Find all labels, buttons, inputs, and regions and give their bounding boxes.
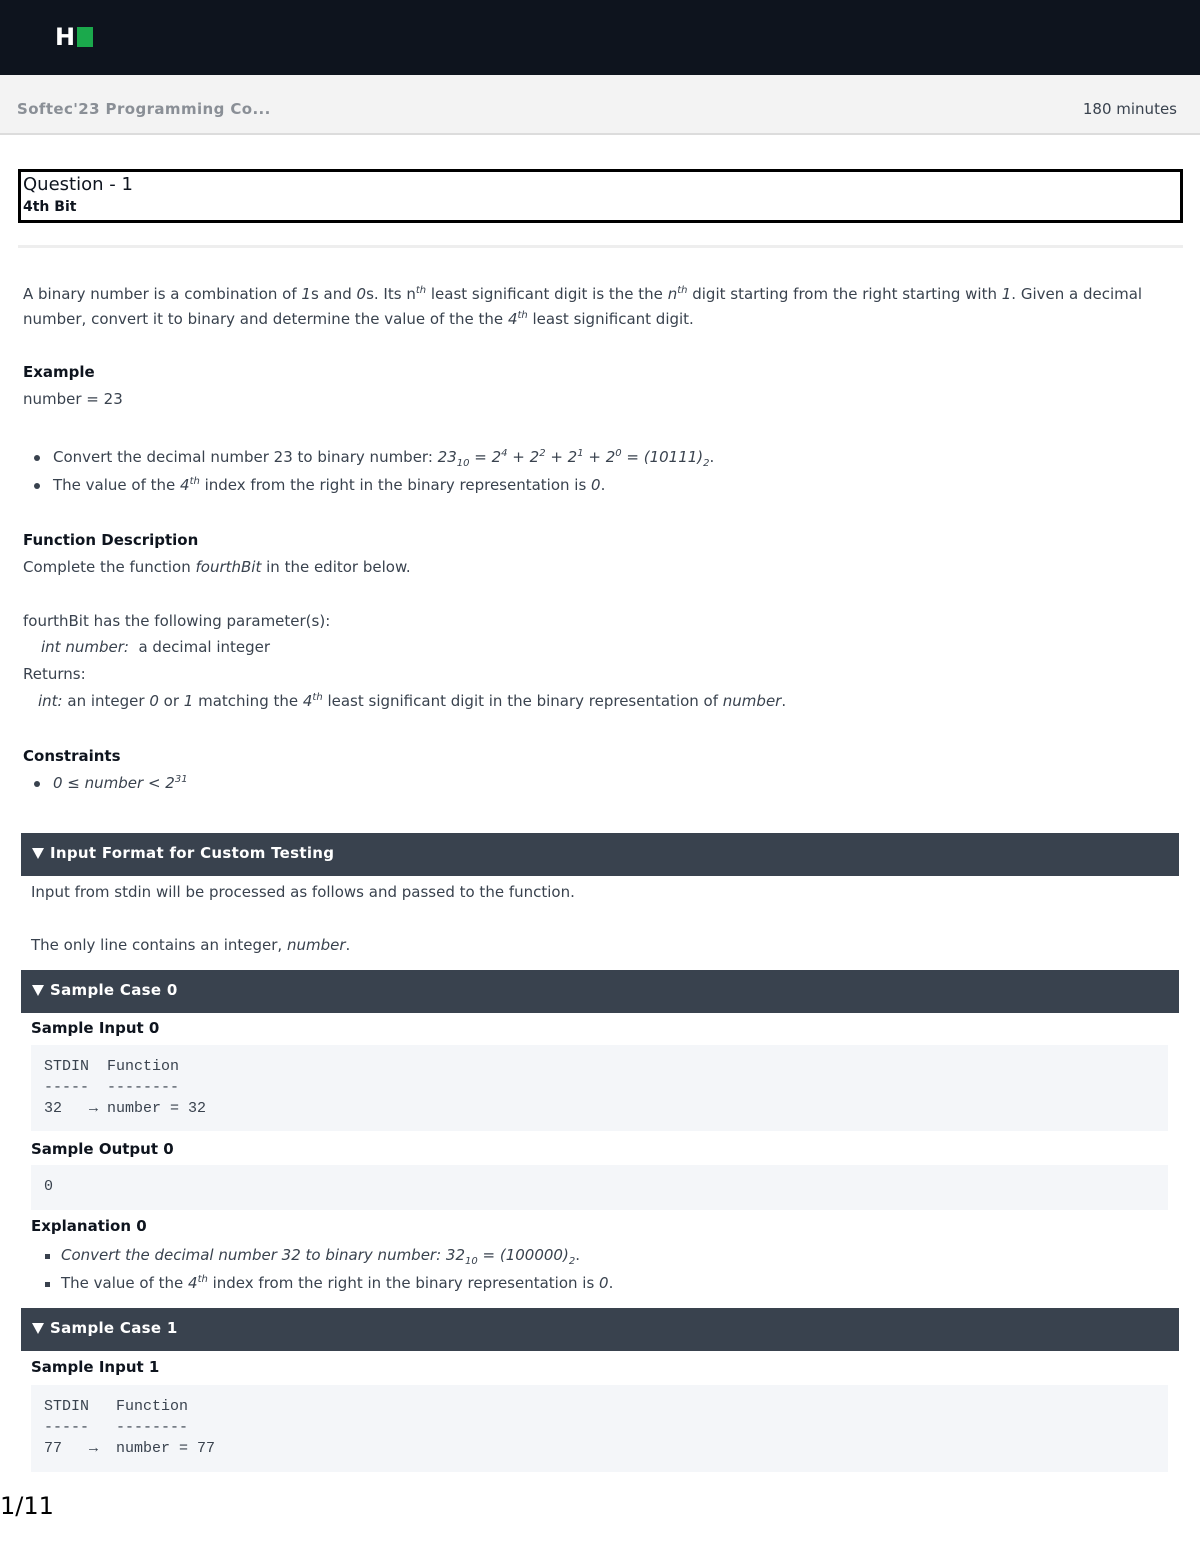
parameters-intro: fourthBit has the following parameter(s): bbox=[23, 612, 331, 630]
code-line: 77 → number = 77 bbox=[44, 1440, 216, 1457]
hackerrank-logo[interactable] bbox=[55, 23, 93, 51]
constraints-heading: Constraints bbox=[23, 747, 121, 765]
example-input: number = 23 bbox=[23, 390, 123, 408]
logo-letter: H bbox=[55, 23, 76, 51]
contest-header bbox=[0, 75, 1200, 135]
list-item: The value of the 4th index from the right in the binary representation is 0. bbox=[31, 1269, 613, 1297]
intro-line-1: A binary number is a combination of 1s and 0s. Its $n^{th}$ least significant digit is the the $n^{th}$ digit starting from the right starting with 1. Given a decimal bbox=[23, 285, 1143, 303]
sample-output-label: Sample Output 0 bbox=[31, 1140, 174, 1158]
returns-description: int: an integer 0 or 1 matching the 4th least significant digit in the binary representation of number. bbox=[38, 692, 787, 710]
code-line: ----- -------- bbox=[44, 1419, 189, 1436]
list-item: Convert the decimal number 32 to binary number: $32_{10} = (100000)_2$. bbox=[31, 1241, 613, 1269]
sample-input-code bbox=[31, 1045, 1168, 1131]
code-line: ----- -------- bbox=[44, 1079, 180, 1096]
constraints-list bbox=[23, 769, 188, 797]
input-format-text: Input from stdin will be processed as follows and passed to the function. bbox=[31, 883, 575, 901]
question-title: Question - 1 bbox=[23, 174, 133, 195]
example-list bbox=[23, 443, 714, 499]
example-heading: Example bbox=[23, 363, 95, 381]
input-format-line: The only line contains an integer, number. bbox=[31, 936, 351, 954]
question-header bbox=[18, 169, 1183, 223]
triangle-down-icon bbox=[32, 985, 44, 996]
function-description-heading: Function Description bbox=[23, 531, 199, 549]
question-subtitle: 4th Bit bbox=[23, 199, 77, 215]
parameter-item: int number: a decimal integer bbox=[41, 638, 271, 656]
sample-case-0-toggle[interactable] bbox=[21, 970, 1179, 1013]
explanation-list bbox=[31, 1241, 613, 1297]
sample-input-label: Sample Input 1 bbox=[31, 1358, 160, 1376]
sample-input-code bbox=[31, 1385, 1168, 1472]
section-title: Sample Case 0 bbox=[50, 981, 178, 999]
list-item: Convert the decimal number 23 to binary number: $23_{10} = 2^4 + 2^2 + 2^1 + 2^0 = (10111)_2$. bbox=[23, 443, 714, 471]
logo-green-square bbox=[77, 27, 93, 47]
sample-case-1-toggle[interactable] bbox=[21, 1308, 1179, 1351]
triangle-down-icon bbox=[32, 848, 44, 859]
code-line: 32 → number = 32 bbox=[44, 1100, 207, 1117]
code-line: STDIN Function bbox=[44, 1058, 180, 1075]
contest-title: Softec'23 Programming Co... bbox=[17, 100, 271, 118]
returns-label: Returns: bbox=[23, 665, 86, 683]
function-description-text: Complete the function fourthBit in the editor below. bbox=[23, 558, 411, 576]
input-format-section-toggle[interactable] bbox=[21, 833, 1179, 876]
divider bbox=[18, 245, 1183, 248]
sample-output-code bbox=[31, 1165, 1168, 1210]
test-duration: 180 minutes bbox=[1082, 100, 1177, 118]
code-line: 0 bbox=[44, 1178, 54, 1195]
code-line: STDIN Function bbox=[44, 1398, 189, 1415]
intro-line-2: number, convert it to binary and determine the value of the the 4th least significant digit. bbox=[23, 310, 694, 328]
triangle-down-icon bbox=[32, 1323, 44, 1334]
sample-input-label: Sample Input 0 bbox=[31, 1019, 160, 1037]
section-title: Sample Case 1 bbox=[50, 1319, 178, 1337]
section-title: Input Format for Custom Testing bbox=[50, 844, 335, 862]
page-number: 1/11 bbox=[0, 1492, 54, 1520]
list-item: The value of the 4th index from the right in the binary representation is 0. bbox=[23, 471, 714, 499]
list-item: 0 ≤ number < $2^{31}$ bbox=[23, 769, 188, 797]
top-bar bbox=[0, 0, 1200, 75]
explanation-label: Explanation 0 bbox=[31, 1217, 147, 1235]
